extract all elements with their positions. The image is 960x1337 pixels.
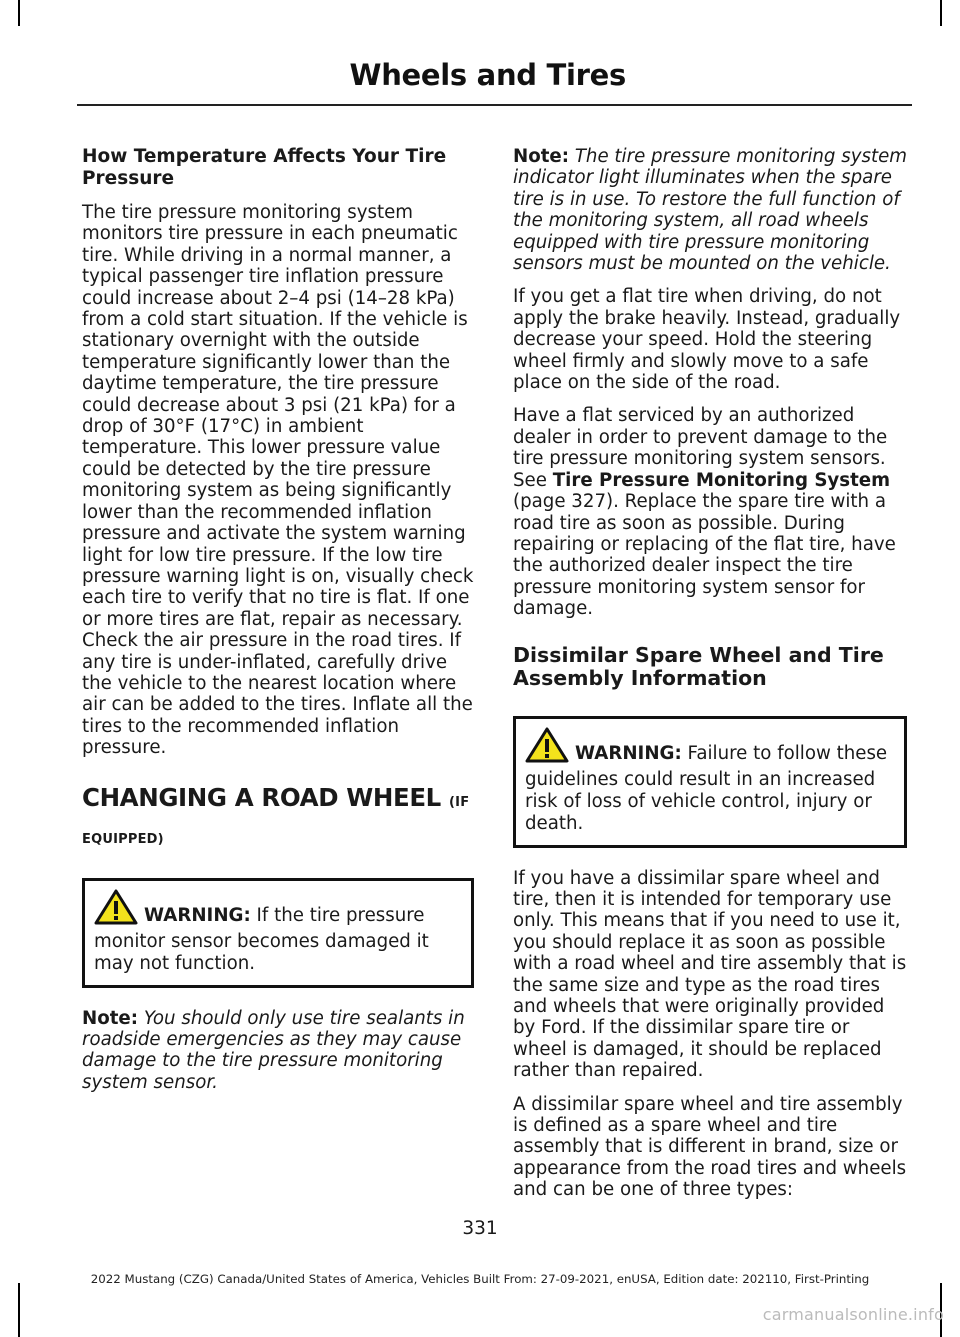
left-column bbox=[82, 146, 474, 1105]
warning-box-sensor bbox=[82, 878, 474, 988]
service-text-start: Have a flat serviced by an authorized dealer in order to prevent damage to the tire pressure monitoring system sensors. See bbox=[513, 405, 888, 491]
temperature-heading: How Temperature Affects Your Tire Pressure bbox=[82, 146, 447, 189]
section-qualifier-start: (IF bbox=[449, 794, 470, 810]
service-paragraph bbox=[513, 405, 907, 619]
section-heading-text: CHANGING A ROAD WHEEL bbox=[82, 782, 441, 812]
note-label: Note: bbox=[513, 146, 570, 167]
tpms-reference-link[interactable]: Tire Pressure Monitoring System bbox=[552, 469, 891, 491]
warning-label: WARNING: bbox=[144, 904, 251, 926]
note-text: The tire pressure monitoring system indicator light illuminates when the spare tire is in use. To restore the full function of the monitoring system, all road wheels equipped with tire pressure monitoring sensors must be mounted on the vehicle. bbox=[513, 146, 908, 275]
note-spare-indicator bbox=[513, 146, 907, 274]
watermark: carmanualsonline.info bbox=[762, 1305, 944, 1324]
warning-label: WARNING: bbox=[575, 742, 682, 764]
crop-mark-top-left bbox=[18, 0, 20, 26]
warning-box-dissimilar bbox=[513, 716, 907, 848]
page-header-title: Wheels and Tires bbox=[349, 58, 626, 92]
warning-text: If the tire pressure monitor sensor becomes damaged it may not function. bbox=[94, 904, 429, 974]
footer-edition-info: 2022 Mustang (CZG) Canada/United States of America, Vehicles Built From: 27-09-2021, enUSA, Edition date: 202110, First-Printing bbox=[90, 1272, 870, 1286]
crop-mark-top-right bbox=[940, 0, 942, 26]
note-label: Note: bbox=[82, 1007, 139, 1029]
right-column bbox=[513, 146, 907, 1213]
warning-triangle-icon bbox=[525, 727, 569, 769]
dissimilar-heading: Dissimilar Spare Wheel and Tire Assembly Information bbox=[513, 642, 884, 690]
section-qualifier-end: EQUIPPED) bbox=[82, 831, 164, 847]
dissimilar-paragraph: If you have a dissimilar spare wheel and tire, then it is intended for temporary use only. This means that if you need to use it, you should replace it as soon as possible with a road wheel and tire assembly that is the same size and type as the road tires and wheels that were originally provided by Ford. If the dissimilar spare tire or wheel is damaged, it should be replaced rather than repaired. bbox=[513, 867, 907, 1082]
temperature-paragraph: The tire pressure monitoring system monitors tire pressure in each pneumatic tire. While driving in a normal manner, a typical passenger tire inflation pressure could increase about 2–4 psi (14–28 kPa) from a cold start situation. If the vehicle is stationary overnight with the outside temperature significantly lower than the daytime temperature, the tire pressure could decrease about 3 psi (21 kPa) for a drop of 30°F (17°C) in ambient temperature. This lower pressure value could be detected by the tire pressure monitoring system as being significantly lower than the recommended inflation pressure and activate the system warning light for low tire pressure. If the low tire pressure warning light is on, visually check each tire to verify that no tire is flat. If one or more tires are flat, repair as necessary. Check the air pressure in the road tires. If any tire is under-inflated, carefully drive the vehicle to the nearest location where air can be added to the tires. Inflate all the tires to the recommended inflation pressure. bbox=[82, 202, 474, 759]
warning-text: Failure to follow these guidelines could result in an increased risk of loss of vehicle control, injury or death. bbox=[525, 742, 888, 834]
warning-triangle-icon bbox=[94, 889, 138, 931]
page-number: 331 bbox=[462, 1218, 498, 1239]
crop-mark-bottom-left bbox=[18, 1283, 20, 1337]
service-text-end: (page 327). Replace the spare tire with a road tire as soon as possible. During repairing or replacing of the flat tire, have the authorized dealer inspect the tire pressure monitoring system sensor for damage. bbox=[513, 491, 896, 620]
note-sealant bbox=[82, 1008, 474, 1094]
note-text: You should only use tire sealants in roadside emergencies as they may cause damage to the tire pressure monitoring system sensor. bbox=[82, 1007, 465, 1093]
flat-tire-paragraph: If you get a flat tire when driving, do not apply the brake heavily. Instead, gradually decrease your speed. Hold the steering wheel firmly and slowly move to a safe place on the side of the road. bbox=[513, 286, 901, 394]
definition-paragraph: A dissimilar spare wheel and tire assembly is defined as a spare wheel and tire assembly that is different in brand, size or appearance from the road tires and wheels and can be one of three types: bbox=[513, 1093, 907, 1201]
section-heading bbox=[82, 783, 474, 848]
header-rule bbox=[77, 104, 912, 106]
